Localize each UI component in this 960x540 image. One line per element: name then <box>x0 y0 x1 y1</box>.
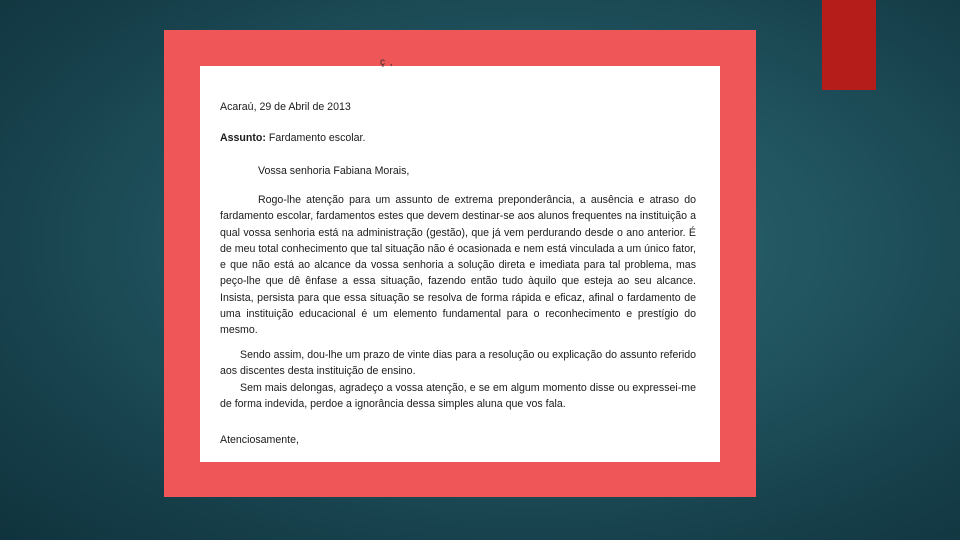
letter-paragraph-1: Rogo-lhe atenção para um assunto de extrema preponderância, a ausência e atraso do fardamento escolar, fardamentos estes que devem destinar-se aos alunos frequentes na instituição a qual vossa senhoria está na administração (gestão), que já vem perdurando desde o ano anterior. É de meu total conhecimento que tal situação não é ocasionada e nem está vinculada a um único fator, e que não está ao alcance da vossa senhoria a solução direta e imediata para tal problema, mas peço-lhe que dê ênfase a essa situação, fazendo então tudo àquilo que esteja ao seu alcance. Insista, persista para que essa situação se resolva de forma rápida e eficaz, afinal o fardamento de uma instituição educacional é um elemento fundamental para o reconhecimento e prestígio do mesmo. <box>220 194 696 337</box>
cut-off-header-text: ç , <box>380 57 394 68</box>
letter-paragraph-2: Sendo assim, dou-lhe um prazo de vinte dias para a resolução ou explicação do assunto referido aos discentes desta instituição de ensino. <box>220 349 696 378</box>
letter-closing: Atenciosamente, <box>220 434 299 446</box>
letter-subject <box>220 132 365 144</box>
letter-document <box>200 57 720 462</box>
accent-bar <box>822 0 876 90</box>
letter-paragraph-3: Sem mais delongas, agradeço a vossa atenção, e se em algum momento disse ou expressei-me de forma indevida, perdoe a ignorância dessa simples aluna que vos fala. <box>220 382 696 411</box>
letter-date: Acaraú, 29 de Abril de 2013 <box>220 101 351 113</box>
subject-label: Assunto: <box>220 132 266 144</box>
letter-salutation: Vossa senhoria Fabiana Morais, <box>258 165 410 177</box>
subject-text: Fardamento escolar. <box>268 132 366 144</box>
